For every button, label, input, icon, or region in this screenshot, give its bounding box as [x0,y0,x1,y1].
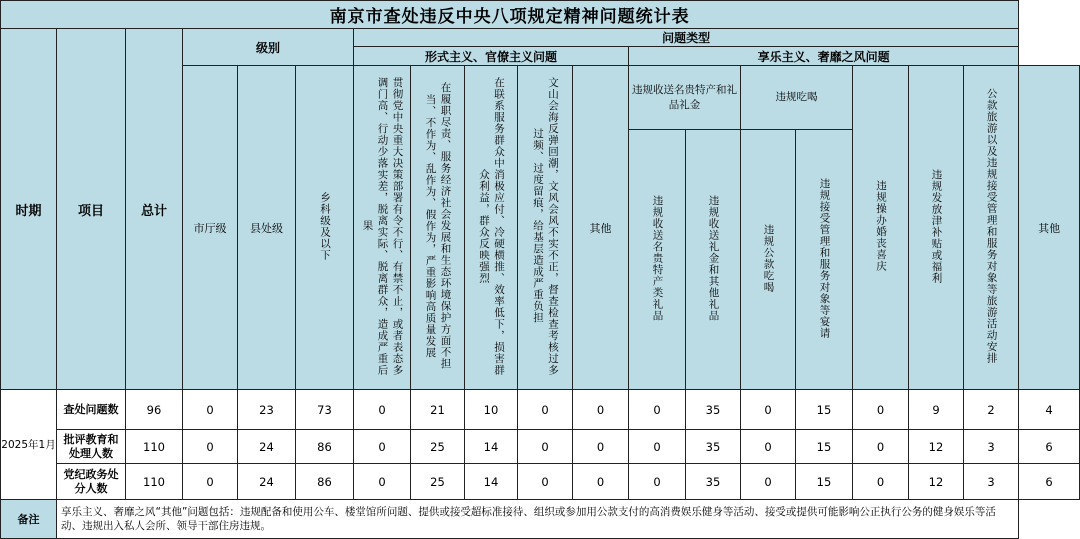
header-hedonism-6: 违规发放津补贴或福利 [909,66,964,390]
cell: 0 [853,390,909,430]
cell: 86 [296,430,354,464]
cell: 12 [909,430,964,464]
cell: 23 [238,390,296,430]
header-level-group: 级别 [183,29,354,66]
note-text: 享乐主义、奢靡之风“其他”问题包括：违规配备和使用公车、楼堂馆所问题、提供或接受超标准接待、组织或参加用公款支付的高消费娱乐健身等活动、接受或提供可能影响公正执行公务的健身娱乐等活动、违规出入私人会所、领导干部住房违规。 [57,500,1019,539]
header-level-city: 市厅级 [183,66,238,390]
cell: 0 [518,464,573,500]
header-hedonism-1: 违规收送名贵特产类礼品 [629,130,686,390]
table-row [1,430,1080,464]
cell: 86 [296,464,354,500]
table-title: 南京市查处违反中央八项规定精神问题统计表 [1,1,1019,29]
cell: 96 [126,390,183,430]
cell: 35 [686,430,741,464]
cell: 2 [964,390,1019,430]
cell: 24 [238,430,296,464]
cell: 0 [853,464,909,500]
header-hedonism-5: 违规操办婚丧喜庆 [853,66,909,390]
cell: 12 [909,464,964,500]
header-hedonism-other: 其他 [1019,66,1080,390]
row-label: 查处问题数 [57,390,126,430]
header-hedonism-4: 违规接受管理和服务对象等宴请 [796,130,853,390]
header-dining-group: 违规吃喝 [741,66,853,130]
cell: 110 [126,464,183,500]
header-total: 总计 [126,29,183,390]
cell: 9 [909,390,964,430]
header-formalism-1: 贯彻党中央重大决策部署有令不行、有禁不止，或者表态多调门高、行动少落实差，脱离实际、脱离群众，造成严重后果 [354,66,411,390]
header-item: 项目 [57,29,126,390]
header-problem-type: 问题类型 [354,29,1019,47]
header-formalism-3: 在联系服务群众中消极应付、冷硬横推、效率低下，损害群众利益，群众反映强烈 [465,66,518,390]
cell: 14 [465,464,518,500]
cell: 10 [465,390,518,430]
header-level-county: 县处级 [238,66,296,390]
cell: 15 [796,390,853,430]
cell: 0 [853,430,909,464]
header-hedonism-group: 享乐主义、奢靡之风问题 [629,47,1019,66]
cell: 35 [686,390,741,430]
cell: 0 [573,390,629,430]
cell: 73 [296,390,354,430]
table-row [1,390,1080,430]
cell: 0 [629,390,686,430]
cell: 3 [964,464,1019,500]
cell: 0 [183,430,238,464]
cell: 0 [518,430,573,464]
cell: 0 [183,390,238,430]
cell: 21 [411,390,465,430]
header-gift-group: 违规收送名贵特产和礼品礼金 [629,66,741,130]
cell: 15 [796,430,853,464]
cell: 0 [354,464,411,500]
header-formalism-2: 在履职尽责、服务经济社会发展和生态环境保护方面不担当、不作为、乱作为、假作为，严重影响高质量发展 [411,66,465,390]
header-hedonism-2: 违规收送礼金和其他礼品 [686,130,741,390]
cell: 6 [1019,430,1080,464]
cell: 25 [411,430,465,464]
cell: 15 [796,464,853,500]
cell: 0 [741,430,796,464]
cell: 0 [629,430,686,464]
cell: 0 [354,390,411,430]
cell: 110 [126,430,183,464]
period-cell: 2025年1月 [1,390,57,500]
header-level-township: 乡科级及以下 [296,66,354,390]
cell: 0 [629,464,686,500]
cell: 14 [465,430,518,464]
cell: 0 [573,430,629,464]
table-row [1,464,1080,500]
header-formalism-group: 形式主义、官僚主义问题 [354,47,629,66]
row-label: 批评教育和处理人数 [57,430,126,464]
cell: 0 [354,430,411,464]
row-label: 党纪政务处分人数 [57,464,126,500]
cell: 0 [741,390,796,430]
header-period: 时期 [1,29,57,390]
cell: 0 [518,390,573,430]
header-hedonism-7: 公款旅游以及违规接受管理和服务对象等旅游活动安排 [964,66,1019,390]
cell: 0 [183,464,238,500]
cell: 3 [964,430,1019,464]
header-hedonism-3: 违规公款吃喝 [741,130,796,390]
header-formalism-4: 文山会海反弹回潮，文风会风不实不正，督查检查考核过多过频、过度留痕，给基层造成严重负担 [518,66,573,390]
cell: 6 [1019,464,1080,500]
cell: 25 [411,464,465,500]
note-label: 备注 [1,500,57,539]
cell: 0 [741,464,796,500]
cell: 24 [238,464,296,500]
cell: 35 [686,464,741,500]
cell: 4 [1019,390,1080,430]
header-formalism-other: 其他 [573,66,629,390]
cell: 0 [573,464,629,500]
